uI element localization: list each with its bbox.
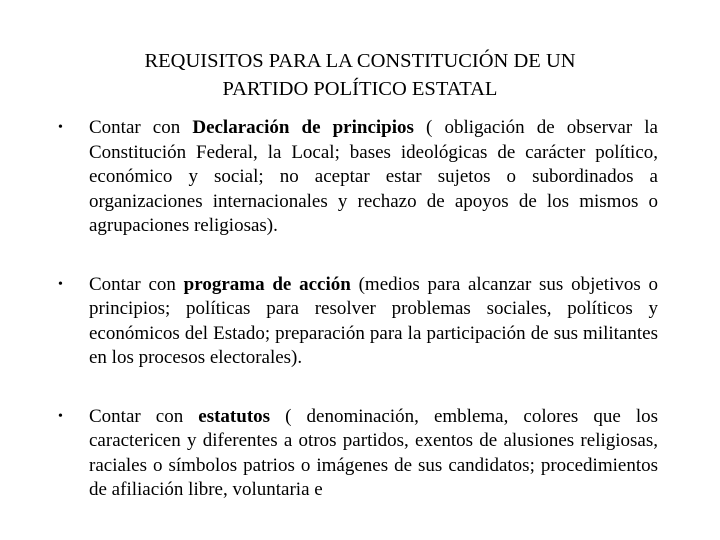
bullet-text: ( denominación, emblema, colores que los caractericen y diferentes a otros partidos, exentos de alusiones religiosas, raciales o símbolos patrios o imágenes de sus candidatos; procedimientos de afiliación libre, voluntaria e	[89, 405, 658, 500]
bullet-text: ( obligación de observar la Constitución Federal, la Local; bases ideológicas de carácter político, económico y social; no aceptar estar sujetos o subordinados a organizaciones internacionales y rechazo de apoyos de los mismos o agrupaciones religiosas).	[89, 117, 658, 236]
bullet-estatutos	[58, 405, 658, 503]
bullet-icon: •	[58, 276, 63, 292]
bullet-list	[58, 116, 658, 503]
bullet-intro: Contar con	[89, 273, 184, 295]
bullet-intro: Contar con	[89, 405, 199, 427]
bullet-programa-de-accion	[58, 273, 658, 371]
title-line-1: REQUISITOS PARA LA CONSTITUCIÓN DE UN	[144, 50, 576, 72]
bullet-icon: •	[58, 408, 63, 424]
slide-title	[60, 47, 660, 103]
bullet-declaracion-de-principios	[58, 116, 658, 239]
bullet-keyword: Declaración de principios	[192, 117, 414, 138]
bullet-text: (medios para alcanzar sus objetivos o principios; políticas para resolver problemas sociales, políticos y económicos del Estado; preparación para la participación de sus militantes en los procesos electorales).	[89, 273, 658, 368]
bullet-intro: Contar con	[89, 117, 193, 138]
bullet-keyword: programa de acción	[183, 273, 351, 295]
bullet-keyword: estatutos	[198, 405, 271, 427]
bullet-icon: •	[58, 120, 63, 135]
title-line-2: PARTIDO POLÍTICO ESTATAL	[222, 78, 498, 100]
